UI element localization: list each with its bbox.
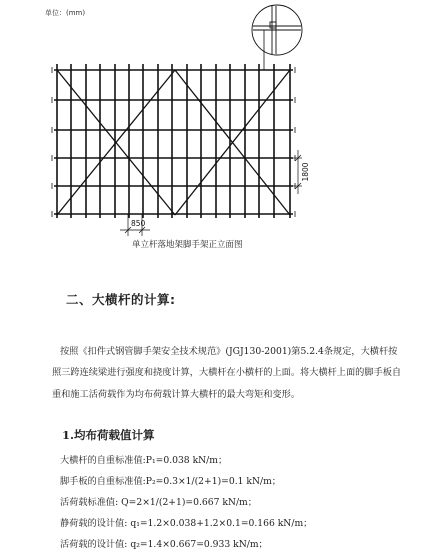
formula-line: 大横杆的自重标准值:P₁=0.038 kN/m； — [60, 455, 228, 466]
dim-width-label: 850 — [131, 219, 146, 228]
unit-label: 单位：(mm) — [45, 9, 86, 17]
formula-line: 活荷载的设计值: q₂=1.4×0.667=0.933 kN/m； — [60, 539, 268, 550]
subsection-title: 1.均布荷载值计算 — [62, 428, 155, 442]
formula-line: 静荷载的设计值: q₁=1.2×0.038+1.2×0.1=0.166 kN/m； — [60, 518, 313, 529]
scaffold-elevation-drawing — [0, 0, 443, 240]
formula-line: 活荷载标准值: Q=2×1/(2+1)=0.667 kN/m； — [60, 497, 257, 508]
detail-callout — [252, 5, 302, 70]
paragraph-line: 照三跨连续梁进行强度和挠度计算，大横杆在小横杆的上面。将大横杆上面的脚手板自 — [52, 367, 402, 378]
paragraph-line: 按照《扣件式钢管脚手架安全技术规范》(JGJ130-2001)第5.2.4条规定，大横杆按 — [60, 346, 398, 357]
section-title: 二、大横杆的计算: — [66, 292, 176, 307]
paragraph-line: 重和施工活荷载作为均布荷载计算大横杆的最大弯矩和变形。 — [52, 389, 301, 400]
dim-height-label: 1800 — [301, 162, 310, 182]
drawing-caption: 单立杆落地架脚手架正立面图 — [132, 240, 243, 250]
formula-line: 脚手板的自重标准值:P₂=0.3×1/(2+1)=0.1 kN/m； — [60, 476, 281, 487]
